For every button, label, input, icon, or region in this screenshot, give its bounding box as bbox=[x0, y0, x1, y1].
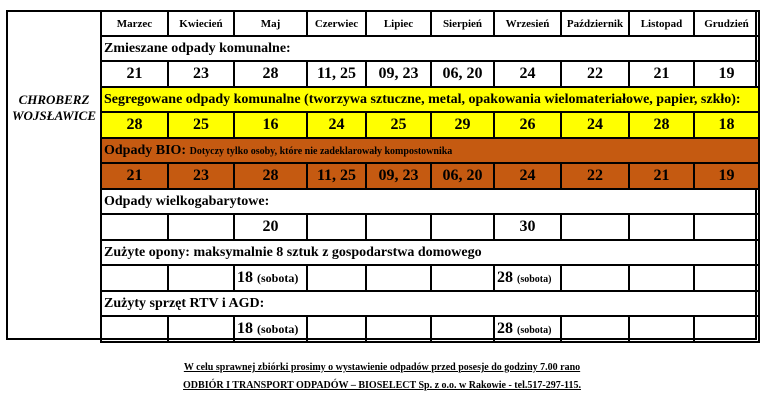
section-note: maksymalnie 8 sztuk z gospodarstwa domowego bbox=[193, 244, 482, 260]
section-values-row bbox=[101, 316, 759, 342]
date-cell: 18 bbox=[694, 112, 759, 138]
month-header-row bbox=[101, 11, 759, 36]
month-header: Listopad bbox=[629, 11, 694, 36]
section-label bbox=[101, 240, 759, 265]
section-values-row bbox=[101, 112, 759, 138]
date-cell: 24 bbox=[307, 112, 366, 138]
date-cell bbox=[234, 265, 307, 291]
date-cell bbox=[168, 214, 234, 240]
date-cell bbox=[494, 265, 561, 291]
section-title: Zużyte opony: bbox=[104, 244, 190, 260]
date-cell bbox=[561, 265, 629, 291]
schedule-table bbox=[100, 10, 760, 343]
location-line: CHROBERZ bbox=[18, 92, 90, 107]
month-header: Wrzesień bbox=[494, 11, 561, 36]
date-cell bbox=[694, 316, 759, 342]
date-cell: 09, 23 bbox=[366, 163, 431, 189]
date-cell: 11, 25 bbox=[307, 163, 366, 189]
date-cell bbox=[431, 214, 494, 240]
date-value: 28 bbox=[497, 269, 513, 286]
date-cell: 19 bbox=[694, 61, 759, 87]
section-title: Zużyty sprzęt RTV i AGD: bbox=[104, 295, 265, 311]
date-cell: 22 bbox=[561, 163, 629, 189]
month-header: Październik bbox=[561, 11, 629, 36]
section-label-row bbox=[101, 189, 759, 214]
date-cell bbox=[561, 316, 629, 342]
section-values-row bbox=[101, 265, 759, 291]
date-cell bbox=[234, 316, 307, 342]
date-cell: 06, 20 bbox=[431, 163, 494, 189]
date-cell: 21 bbox=[629, 61, 694, 87]
date-cell bbox=[168, 265, 234, 291]
date-cell bbox=[494, 316, 561, 342]
section-label-row bbox=[101, 291, 759, 316]
month-header: Czerwiec bbox=[307, 11, 366, 36]
date-cell: 21 bbox=[101, 163, 168, 189]
section-title: Segregowane odpady komunalne (tworzywa sztuczne, metal, opakowania wielomateriałowe, papier, szkło): bbox=[104, 91, 741, 107]
date-value: 28 bbox=[497, 320, 513, 337]
date-cell: 25 bbox=[168, 112, 234, 138]
date-cell: 24 bbox=[494, 163, 561, 189]
section-label bbox=[101, 36, 759, 61]
date-cell: 24 bbox=[561, 112, 629, 138]
section-values-row bbox=[101, 214, 759, 240]
footer-contact: ODBIÓR I TRANSPORT ODPADÓW – BIOSELECT Sp. z o.o. w Rakowie - tel.517-297-115. bbox=[183, 380, 581, 391]
section-title: Odpady wielkogabarytowe: bbox=[104, 193, 270, 209]
section-label-row bbox=[101, 87, 759, 112]
section-title: Zmieszane odpady komunalne: bbox=[104, 40, 291, 56]
date-cell: 30 bbox=[494, 214, 561, 240]
date-cell bbox=[366, 214, 431, 240]
date-cell bbox=[629, 316, 694, 342]
date-cell: 23 bbox=[168, 61, 234, 87]
date-cell bbox=[307, 316, 366, 342]
date-cell: 28 bbox=[234, 163, 307, 189]
section-label-row bbox=[101, 36, 759, 61]
date-cell: 16 bbox=[234, 112, 307, 138]
date-cell: 26 bbox=[494, 112, 561, 138]
month-header: Marzec bbox=[101, 11, 168, 36]
date-cell bbox=[366, 265, 431, 291]
date-cell: 06, 20 bbox=[431, 61, 494, 87]
section-label bbox=[101, 87, 759, 112]
location-line: WOJSŁAWICE bbox=[11, 108, 97, 123]
section-label-row bbox=[101, 240, 759, 265]
month-header: Maj bbox=[234, 11, 307, 36]
date-suffix: (sobota) bbox=[257, 271, 299, 285]
section-label-row bbox=[101, 138, 759, 163]
date-cell bbox=[629, 214, 694, 240]
date-cell: 20 bbox=[234, 214, 307, 240]
date-cell bbox=[366, 316, 431, 342]
date-cell bbox=[561, 214, 629, 240]
date-cell: 19 bbox=[694, 163, 759, 189]
section-label bbox=[101, 138, 759, 163]
date-cell bbox=[694, 265, 759, 291]
date-cell: 28 bbox=[234, 61, 307, 87]
date-cell bbox=[101, 214, 168, 240]
date-cell: 28 bbox=[629, 112, 694, 138]
date-cell: 21 bbox=[629, 163, 694, 189]
date-cell: 21 bbox=[101, 61, 168, 87]
date-cell bbox=[629, 265, 694, 291]
date-cell bbox=[431, 316, 494, 342]
footer-note: W celu sprawnej zbiórki prosimy o wystawienie odpadów przed posesje do godziny 7.00 rano bbox=[183, 362, 581, 373]
month-header: Grudzień bbox=[694, 11, 759, 36]
date-cell: 28 bbox=[101, 112, 168, 138]
date-cell: 23 bbox=[168, 163, 234, 189]
date-cell: 22 bbox=[561, 61, 629, 87]
date-cell: 09, 23 bbox=[366, 61, 431, 87]
date-cell bbox=[694, 214, 759, 240]
location-label bbox=[8, 92, 100, 124]
date-value: 18 bbox=[237, 269, 253, 286]
section-title: Odpady BIO: bbox=[104, 142, 187, 158]
date-cell bbox=[101, 316, 168, 342]
date-suffix: (sobota) bbox=[257, 322, 299, 336]
section-values-row bbox=[101, 163, 759, 189]
section-values-row bbox=[101, 61, 759, 87]
month-header: Sierpień bbox=[431, 11, 494, 36]
date-cell: 24 bbox=[494, 61, 561, 87]
date-cell bbox=[307, 265, 366, 291]
date-cell bbox=[307, 214, 366, 240]
date-suffix: (sobota) bbox=[517, 274, 552, 285]
date-cell: 25 bbox=[366, 112, 431, 138]
date-cell bbox=[168, 316, 234, 342]
date-cell: 11, 25 bbox=[307, 61, 366, 87]
section-note: Dotyczy tylko osoby, które nie zadeklarowały kompostownika bbox=[189, 145, 453, 157]
date-value: 18 bbox=[237, 320, 253, 337]
date-cell bbox=[431, 265, 494, 291]
date-suffix: (sobota) bbox=[517, 325, 552, 336]
date-cell bbox=[101, 265, 168, 291]
date-cell: 29 bbox=[431, 112, 494, 138]
section-label bbox=[101, 189, 759, 214]
month-header: Kwiecień bbox=[168, 11, 234, 36]
section-label bbox=[101, 291, 759, 316]
month-header: Lipiec bbox=[366, 11, 431, 36]
